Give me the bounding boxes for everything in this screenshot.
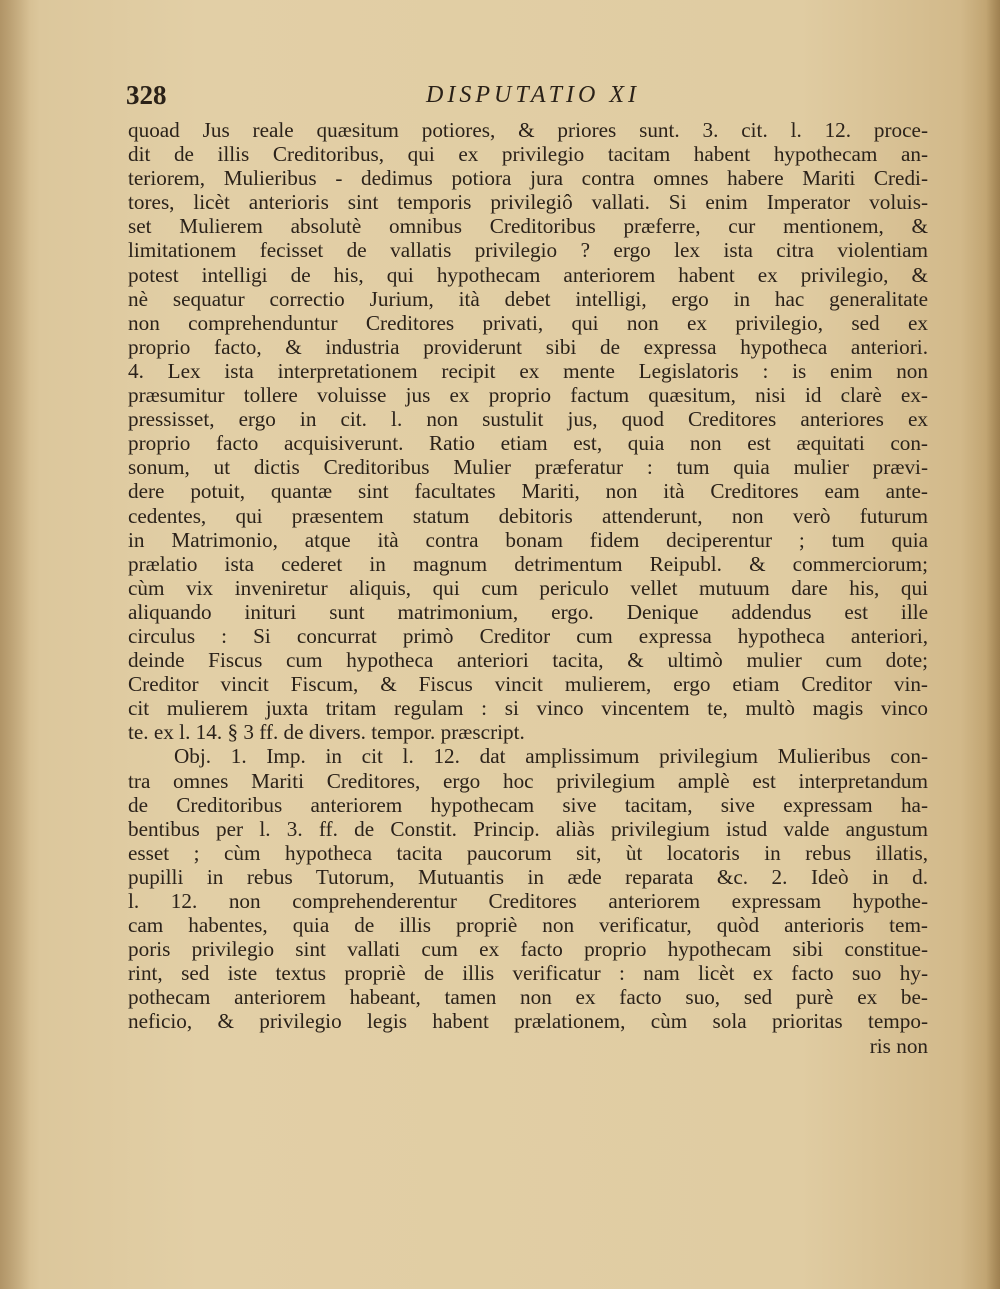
page-header [126, 80, 916, 116]
catchword: ris non [869, 1033, 928, 1058]
page-edge-shadow [986, 0, 1000, 1289]
text-line: non comprehenduntur Creditores privati, qui non ex privilegio, sed ex [128, 310, 928, 335]
text-line: pressisset, ergo in cit. l. non sustulit jus, quod Creditores anteriores ex [128, 407, 928, 432]
text-line: l. 12. non comprehenderentur Creditores anteriorem expressam hypothe- [128, 889, 928, 913]
body-text [128, 118, 928, 1058]
text-line: rint, sed iste textus propriè de illis verificatur : nam licèt ex facto suo hy- [128, 961, 928, 986]
text-line: dit de illis Creditoribus, qui ex privilegio tacitam habent hypothecam an- [128, 142, 928, 167]
text-line: esset ; cùm hypotheca tacita paucorum sit, ùt locatoris in rebus illatis, [128, 840, 928, 865]
text-line: cùm vix inveniretur aliquis, qui cum periculo vellet mutuum dare his, qui [128, 575, 928, 600]
text-line: tra omnes Mariti Creditores, ergo hoc privilegium amplè est interpretandum [128, 768, 928, 793]
text-line: teriorem, Mulieribus - dedimus potiora jura contra omnes habere Mariti Credi- [128, 166, 928, 191]
text-line: bentibus per l. 3. ff. de Constit. Princip. aliàs privilegium istud valde angustum [128, 816, 928, 841]
text-line: Creditor vincit Fiscum, & Fiscus vincit mulierem, ergo etiam Creditor vin- [128, 672, 928, 697]
text-line: dere potuit, quantæ sint facultates Mariti, non ità Creditores eam ante- [128, 479, 928, 504]
text-line: cam habentes, quia de illis propriè non verificatur, quòd anterioris tem- [128, 913, 928, 938]
text-line: pothecam anteriorem habeant, tamen non ex facto suo, sed purè ex be- [128, 985, 928, 1010]
text-line: nè sequatur correctio Jurium, ità debet intelligi, ergo in hac generalitate [128, 286, 928, 311]
text-line: set Mulierem absolutè omnibus Creditoribus præferre, cur mentionem, & [128, 214, 928, 239]
text-line: 4. Lex ista interpretationem recipit ex mente Legislatoris : is enim non [128, 358, 928, 383]
text-line: deinde Fiscus cum hypotheca anteriori tacita, & ultimò mulier cum dote; [128, 648, 928, 673]
text-line: in Matrimonio, atque ità contra bonam fidem deciperentur ; tum quia [128, 527, 928, 552]
text-line: prælatio ista cederet in magnum detrimentum Reipubl. & commerciorum; [128, 551, 928, 576]
text-line: quoad Jus reale quæsitum potiores, & priores sunt. 3. cit. l. 12. proce- [128, 118, 928, 142]
binding-gutter-shadow [0, 0, 30, 1289]
text-line: pupilli in rebus Tutorum, Mutuantis in æde reparata &c. 2. Ideò in d. [128, 864, 928, 889]
text-line: cit mulierem juxta tritam regulam : si vinco vincentem te, multò magis vinco [128, 696, 928, 721]
text-line: de Creditoribus anteriorem hypothecam sive tacitam, sive expressam ha- [128, 792, 928, 817]
text-line: circulus : Si concurrat primò Creditor cum expressa hypotheca anteriori, [128, 623, 928, 648]
text-line: poris privilegio sint vallati cum ex facto proprio hypothecam sibi constitue- [128, 937, 928, 962]
text-line: sonum, ut dictis Creditoribus Mulier præferatur : tum quia mulier prævi- [128, 455, 928, 480]
text-line: tores, licèt anterioris sint temporis privilegiô vallati. Si enim Imperator voluis- [128, 190, 928, 215]
text-line: præsumitur tollere voluisse jus ex proprio factum quæsitum, nisi id clarè ex- [128, 383, 928, 408]
text-line: Obj. 1. Imp. in cit l. 12. dat amplissimum privilegium Mulieribus con- [174, 744, 928, 769]
text-line: te. ex l. 14. § 3 ff. de divers. tempor. præscript. [128, 720, 525, 745]
text-line: aliquando inituri sunt matrimonium, ergo. Denique addendus est ille [128, 599, 928, 624]
page-number: 328 [126, 80, 167, 110]
text-line: neficio, & privilegio legis habent prælationem, cùm sola prioritas tempo- [128, 1009, 928, 1034]
text-line: limitationem fecisset de vallatis privilegio ? ergo lex ista citra violentiam [128, 238, 928, 263]
text-line: potest intelligi de his, qui hypothecam anteriorem habent ex privilegio, & [128, 262, 928, 287]
running-head: DISPUTATIO XI [426, 82, 640, 108]
text-line: proprio facto, & industria providerunt sibi de expressa hypotheca anteriori. [128, 334, 928, 359]
text-line: proprio facto acquisiverunt. Ratio etiam est, quia non est æquitati con- [128, 431, 928, 456]
text-line: cedentes, qui præsentem statum debitoris attenderunt, non verò futurum [128, 503, 928, 528]
